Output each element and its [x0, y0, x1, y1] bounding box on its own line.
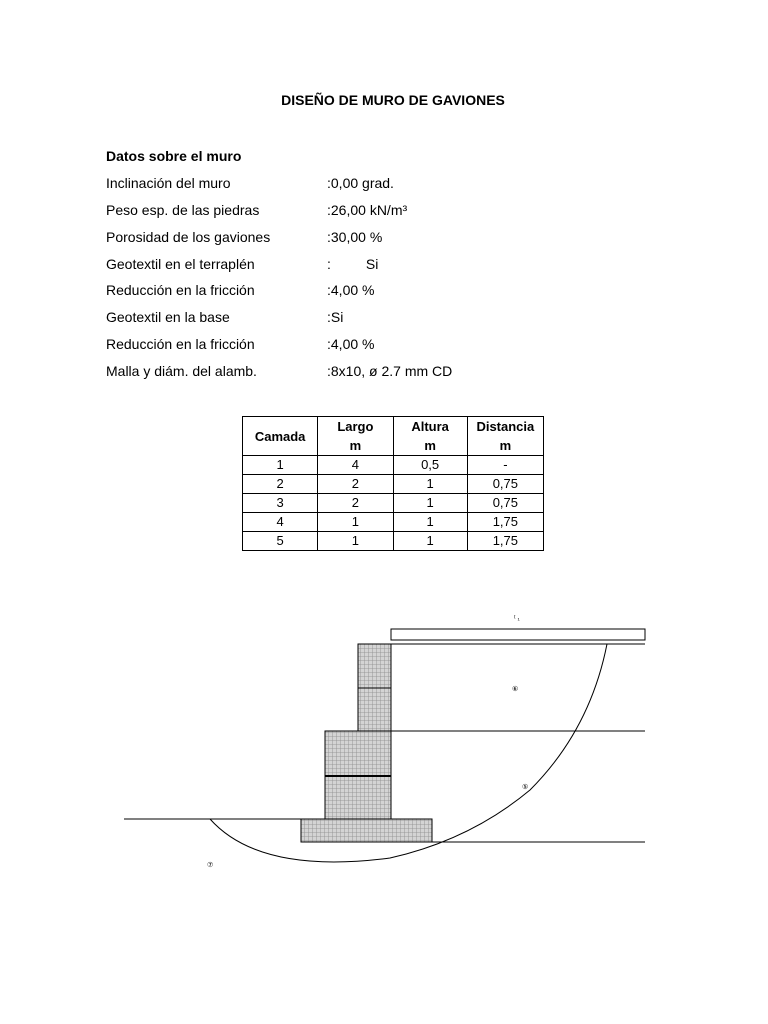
table-cell: 1 [318, 513, 393, 532]
gabion-block-camada-4 [358, 688, 391, 731]
property-label: Geotextil en el terraplén [106, 256, 255, 272]
gabion-block-camada-2 [325, 776, 391, 819]
table-header-altura: Altura m [393, 417, 467, 456]
gabion-block-camada-1 [301, 819, 432, 842]
property-value: :4,00 % [327, 336, 375, 352]
property-label: Geotextil en la base [106, 309, 230, 325]
property-label: Inclinación del muro [106, 175, 231, 191]
table-cell: 0,75 [467, 475, 543, 494]
surcharge-load-box [391, 629, 645, 640]
soil-label-mid: ⑤ [522, 784, 529, 791]
table-cell: 1,75 [467, 513, 543, 532]
table-header-distancia: Distancia m [467, 417, 543, 456]
gabion-block-camada-3 [325, 731, 391, 776]
property-value: :26,00 kN/m³ [327, 202, 408, 218]
table-cell: 2 [243, 475, 318, 494]
table-cell: - [467, 456, 543, 475]
table-cell: 1 [393, 494, 467, 513]
table-cell: 1 [393, 532, 467, 551]
property-value: :0,00 grad. [327, 175, 394, 191]
property-label: Malla y diám. del alamb. [106, 363, 257, 379]
section-heading: Datos sobre el muro [106, 148, 242, 164]
table-cell: 2 [318, 494, 393, 513]
soil-label-upper: ⑥ [512, 686, 519, 693]
table-cell: 4 [243, 513, 318, 532]
property-label: Peso esp. de las piedras [106, 202, 260, 218]
table-cell: 2 [318, 475, 393, 494]
property-value: :Si [327, 309, 344, 325]
table-cell: 1 [393, 475, 467, 494]
property-label: Reducción en la fricción [106, 282, 255, 298]
document-title: DISEÑO DE MURO DE GAVIONES [281, 92, 505, 108]
table-cell: 4 [318, 456, 393, 475]
property-label: Porosidad de los gaviones [106, 229, 271, 245]
gabion-block-camada-5 [358, 644, 391, 688]
soil-label-lower: ⑦ [207, 862, 214, 869]
table-cell: 1 [318, 532, 393, 551]
property-value: :30,00 % [327, 229, 383, 245]
table-cell: 0,75 [467, 494, 543, 513]
table-header-largo: Largo m [318, 417, 393, 456]
property-value: :8x10, ø 2.7 mm CD [327, 363, 453, 379]
table-cell: 0,5 [393, 456, 467, 475]
property-value: :4,00 % [327, 282, 375, 298]
property-label: Reducción en la fricción [106, 336, 255, 352]
table-cell: 1 [243, 456, 318, 475]
load-label: ᵗ ₁ [514, 615, 520, 622]
property-value: : Si [327, 256, 379, 272]
table-header-camada: Camada [243, 417, 318, 456]
table-cell: 1 [393, 513, 467, 532]
table-cell: 1,75 [467, 532, 543, 551]
table-cell: 3 [243, 494, 318, 513]
table-cell: 5 [243, 532, 318, 551]
